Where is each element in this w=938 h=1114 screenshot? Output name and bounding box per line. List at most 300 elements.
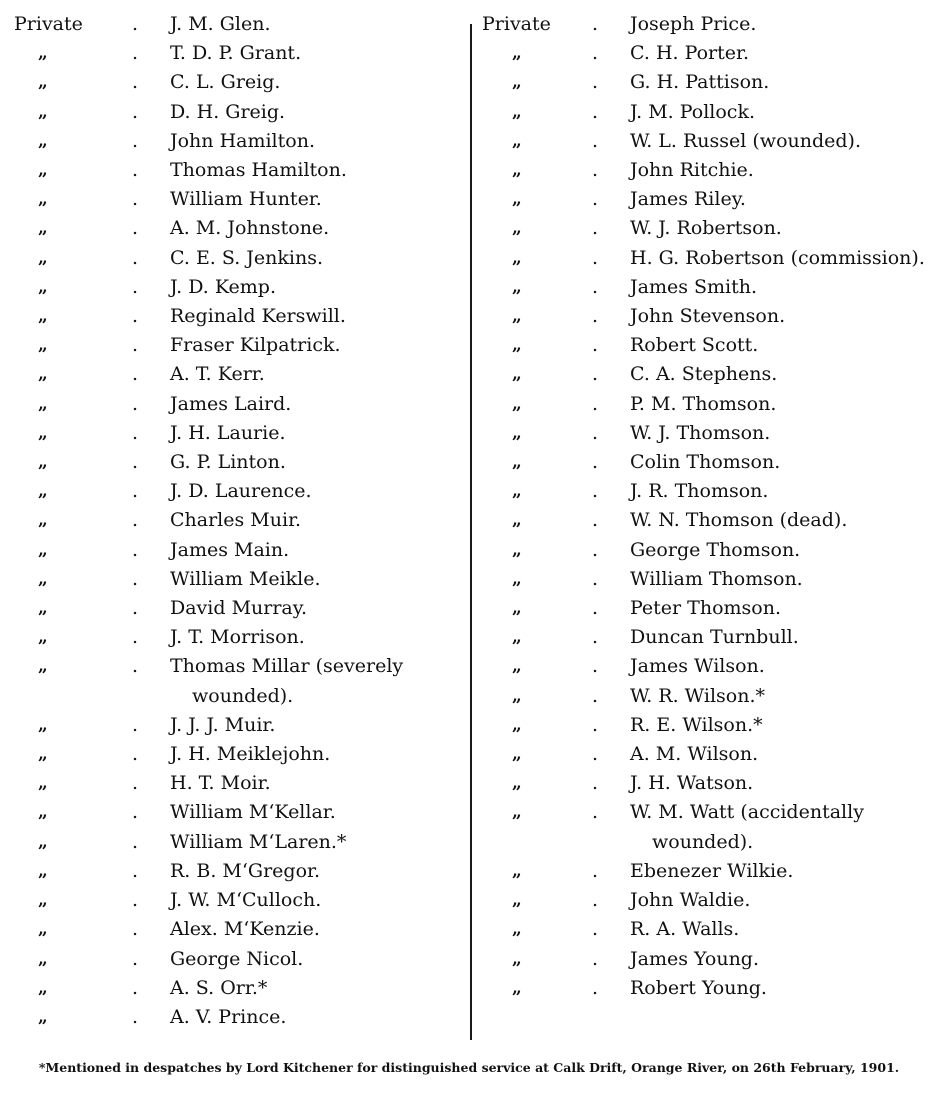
leader-dot: . xyxy=(132,451,139,474)
rank-label: „ xyxy=(38,744,48,765)
rank-label: „ xyxy=(38,598,48,619)
soldier-name-text: H. T. Moir. xyxy=(170,772,271,795)
leader-dot: . xyxy=(132,13,139,35)
soldier-name xyxy=(132,127,466,156)
leader-dot: . xyxy=(592,976,599,999)
roster-entry xyxy=(14,594,466,623)
soldier-name-text: Thomas Millar (severely wounded). xyxy=(170,655,404,707)
leader-dot: . xyxy=(132,597,139,620)
rank-label: „ xyxy=(38,568,48,589)
rank-label: „ xyxy=(512,247,522,268)
soldier-name-text: William Meikle. xyxy=(170,567,321,590)
roster-entry xyxy=(482,565,928,594)
leader-dot: . xyxy=(592,859,599,882)
soldier-name xyxy=(132,594,466,623)
roster-entry xyxy=(482,769,928,798)
soldier-name-text: Robert Scott. xyxy=(630,334,759,357)
leader-dot: . xyxy=(592,801,599,824)
leader-dot: . xyxy=(592,713,599,736)
leader-dot: . xyxy=(592,509,599,532)
leader-dot: . xyxy=(592,159,599,182)
soldier-name-text: A. T. Kerr. xyxy=(170,363,265,386)
rank-label: „ xyxy=(512,160,522,181)
leader-dot: . xyxy=(592,334,599,357)
leader-dot: . xyxy=(592,567,599,590)
leader-dot: . xyxy=(132,713,139,736)
soldier-name xyxy=(132,945,466,974)
soldier-name-text: George Nicol. xyxy=(170,947,304,970)
roster-entry xyxy=(14,39,466,68)
rank-label: „ xyxy=(512,656,522,677)
soldier-name-text: Joseph Price. xyxy=(630,13,757,35)
soldier-name xyxy=(132,623,466,652)
rank-label: „ xyxy=(38,890,48,911)
leader-dot: . xyxy=(132,100,139,123)
rank-label: „ xyxy=(512,977,522,998)
roster-entry xyxy=(482,652,928,681)
roster-entry xyxy=(14,857,466,886)
rank-label: „ xyxy=(512,43,522,64)
soldier-name-text: William Thomson. xyxy=(630,567,803,590)
soldier-name xyxy=(592,156,928,185)
leader-dot: . xyxy=(592,246,599,269)
soldier-name-text: D. H. Greig. xyxy=(170,100,286,123)
leader-dot: . xyxy=(592,947,599,970)
roster-entry xyxy=(14,769,466,798)
leader-dot: . xyxy=(592,889,599,912)
roster-entry xyxy=(14,565,466,594)
soldier-name xyxy=(592,244,928,273)
soldier-name xyxy=(132,857,466,886)
soldier-name xyxy=(132,506,466,535)
soldier-name xyxy=(132,156,466,185)
roster-entry xyxy=(14,10,466,39)
rank-label: „ xyxy=(38,160,48,181)
roster-entry xyxy=(482,623,928,652)
rank-label: „ xyxy=(38,247,48,268)
soldier-name xyxy=(592,68,928,97)
rank-label: „ xyxy=(512,481,522,502)
leader-dot: . xyxy=(132,217,139,240)
soldier-name-text: R. A. Walls. xyxy=(630,918,740,941)
soldier-name xyxy=(592,419,928,448)
leader-dot: . xyxy=(132,976,139,999)
soldier-name-text: C. E. S. Jenkins. xyxy=(170,246,324,269)
leader-dot: . xyxy=(132,246,139,269)
soldier-name xyxy=(132,536,466,565)
rank-label: „ xyxy=(512,744,522,765)
rank-label: „ xyxy=(512,452,522,473)
soldier-name-text: William Hunter. xyxy=(170,188,322,211)
leader-dot: . xyxy=(592,480,599,503)
roster-entry xyxy=(482,536,928,565)
soldier-name-text: Ebenezer Wilkie. xyxy=(630,859,794,882)
soldier-name xyxy=(132,1003,466,1032)
roster-entry xyxy=(482,594,928,623)
soldier-name xyxy=(132,886,466,915)
roster-entry xyxy=(14,652,466,710)
rank-label: „ xyxy=(512,130,522,151)
roster-entry xyxy=(482,974,928,1003)
roster-entry xyxy=(14,156,466,185)
soldier-name-text: Duncan Turnbull. xyxy=(630,626,799,649)
soldier-name xyxy=(592,915,928,944)
roster-entry xyxy=(14,360,466,389)
rank-label: „ xyxy=(512,510,522,531)
soldier-name-text: W. R. Wilson.* xyxy=(630,684,765,707)
soldier-name xyxy=(132,302,466,331)
roster-entry xyxy=(14,711,466,740)
roster-entry xyxy=(482,711,928,740)
soldier-name-text: J. J. J. Muir. xyxy=(170,713,276,736)
soldier-name-text: Fraser Kilpatrick. xyxy=(170,334,341,357)
leader-dot: . xyxy=(592,421,599,444)
rank-label: „ xyxy=(512,393,522,414)
leader-dot: . xyxy=(132,480,139,503)
leader-dot: . xyxy=(132,947,139,970)
rank-label: „ xyxy=(512,539,522,560)
soldier-name xyxy=(592,536,928,565)
rank-label: „ xyxy=(512,101,522,122)
soldier-name xyxy=(132,915,466,944)
soldier-name-text: C. L. Greig. xyxy=(170,71,281,94)
soldier-name xyxy=(592,98,928,127)
leader-dot: . xyxy=(132,275,139,298)
rank-label: „ xyxy=(512,189,522,210)
roster-entry xyxy=(14,390,466,419)
roster-entry xyxy=(482,915,928,944)
soldier-name xyxy=(592,974,928,1003)
soldier-name xyxy=(592,185,928,214)
leader-dot: . xyxy=(592,743,599,766)
roster-entry xyxy=(482,214,928,243)
soldier-name-text: R. B. M‘Gregor. xyxy=(170,859,321,882)
soldier-name xyxy=(592,565,928,594)
soldier-name xyxy=(592,798,928,856)
soldier-name-text: A. S. Orr.* xyxy=(170,976,268,999)
rank-label: „ xyxy=(512,860,522,881)
soldier-name xyxy=(592,623,928,652)
rank-label: „ xyxy=(38,714,48,735)
soldier-name-text: Reginald Kerswill. xyxy=(170,305,346,328)
rank-label: „ xyxy=(512,218,522,239)
rank-label: „ xyxy=(38,218,48,239)
soldier-name xyxy=(592,390,928,419)
leader-dot: . xyxy=(592,42,599,65)
soldier-name-text: P. M. Thomson. xyxy=(630,392,777,415)
soldier-name xyxy=(592,740,928,769)
roster-entry xyxy=(482,448,928,477)
soldier-name xyxy=(132,360,466,389)
leader-dot: . xyxy=(592,71,599,94)
soldier-name-text: C. H. Porter. xyxy=(630,42,750,65)
rank-label: „ xyxy=(38,919,48,940)
roster-entry xyxy=(14,536,466,565)
roster-entry xyxy=(482,39,928,68)
soldier-name xyxy=(132,477,466,506)
rank-label: „ xyxy=(38,276,48,297)
soldier-name xyxy=(592,448,928,477)
roster-entry xyxy=(482,945,928,974)
soldier-name-text: J. H. Laurie. xyxy=(170,421,286,444)
soldier-name-text: Thomas Hamilton. xyxy=(170,159,347,182)
soldier-name-text: J. D. Kemp. xyxy=(170,275,277,298)
soldier-name-text: J. W. M‘Culloch. xyxy=(170,889,322,912)
leader-dot: . xyxy=(132,626,139,649)
roster-entry xyxy=(482,331,928,360)
leader-dot: . xyxy=(592,275,599,298)
roster-entry xyxy=(14,740,466,769)
soldier-name-text: Robert Young. xyxy=(630,976,767,999)
soldier-name xyxy=(132,244,466,273)
soldier-name xyxy=(592,302,928,331)
soldier-name-text: J. H. Watson. xyxy=(630,772,754,795)
soldier-name-text: Colin Thomson. xyxy=(630,451,781,474)
roster-column-left xyxy=(14,10,466,1032)
soldier-name-text: W. M. Watt (accidentally wounded). xyxy=(630,801,864,853)
soldier-name-text: Peter Thomson. xyxy=(630,597,782,620)
leader-dot: . xyxy=(132,421,139,444)
rank-label: „ xyxy=(38,977,48,998)
leader-dot: . xyxy=(132,509,139,532)
soldier-name xyxy=(592,39,928,68)
leader-dot: . xyxy=(592,684,599,707)
soldier-name-text: A. M. Johnstone. xyxy=(170,217,330,240)
soldier-name-text: J. R. Thomson. xyxy=(630,480,769,503)
soldier-name xyxy=(592,594,928,623)
rank-label: „ xyxy=(512,627,522,648)
soldier-name xyxy=(132,68,466,97)
leader-dot: . xyxy=(132,538,139,561)
soldier-name-text: John Stevenson. xyxy=(630,305,786,328)
roster-entry xyxy=(482,302,928,331)
soldier-name xyxy=(132,98,466,127)
roster-entry xyxy=(482,185,928,214)
roster-entry xyxy=(482,68,928,97)
rank-label: „ xyxy=(512,714,522,735)
soldier-name-text: James Riley. xyxy=(630,188,746,211)
roster-entry xyxy=(14,974,466,1003)
soldier-name xyxy=(592,711,928,740)
soldier-name-text: James Main. xyxy=(170,538,290,561)
roster-entry xyxy=(482,419,928,448)
roster-entry xyxy=(482,98,928,127)
soldier-name-text: J. M. Glen. xyxy=(170,13,271,35)
leader-dot: . xyxy=(592,100,599,123)
leader-dot: . xyxy=(132,188,139,211)
rank-label: „ xyxy=(38,422,48,443)
soldier-name-text: David Murray. xyxy=(170,597,308,620)
roster-entry xyxy=(14,623,466,652)
leader-dot: . xyxy=(592,451,599,474)
leader-dot: . xyxy=(132,918,139,941)
leader-dot: . xyxy=(132,567,139,590)
soldier-name xyxy=(592,682,928,711)
soldier-name-text: John Ritchie. xyxy=(630,159,754,182)
leader-dot: . xyxy=(132,159,139,182)
soldier-name xyxy=(592,769,928,798)
soldier-name xyxy=(132,273,466,302)
soldier-name-text: Alex. M‘Kenzie. xyxy=(170,918,320,941)
rank-label: „ xyxy=(38,335,48,356)
soldier-name-text: W. N. Thomson (dead). xyxy=(630,509,848,532)
roster-entry xyxy=(482,127,928,156)
roster-entry xyxy=(14,98,466,127)
soldier-name xyxy=(132,740,466,769)
soldier-name-text: William M‘Laren.* xyxy=(170,830,347,853)
soldier-name xyxy=(592,477,928,506)
soldier-name-text: William M‘Kellar. xyxy=(170,801,336,824)
soldier-name-text: T. D. P. Grant. xyxy=(170,42,302,65)
rank-label: „ xyxy=(512,598,522,619)
leader-dot: . xyxy=(592,188,599,211)
rank-label: „ xyxy=(38,393,48,414)
soldier-name-text: R. E. Wilson.* xyxy=(630,713,763,736)
leader-dot: . xyxy=(592,626,599,649)
rank-label: „ xyxy=(38,306,48,327)
roster-entry xyxy=(482,857,928,886)
rank-label: „ xyxy=(512,948,522,969)
roster-column-right xyxy=(482,10,928,1003)
soldier-name xyxy=(132,798,466,827)
soldier-name xyxy=(592,506,928,535)
roster-entry xyxy=(482,740,928,769)
soldier-name-text: A. V. Prince. xyxy=(170,1005,287,1028)
leader-dot: . xyxy=(132,129,139,152)
leader-dot: . xyxy=(132,42,139,65)
rank-label: „ xyxy=(512,422,522,443)
soldier-name xyxy=(132,652,466,710)
roster-entry xyxy=(482,798,928,856)
leader-dot: . xyxy=(132,801,139,824)
soldier-name xyxy=(132,185,466,214)
soldier-name-text: C. A. Stephens. xyxy=(630,363,778,386)
leader-dot: . xyxy=(132,71,139,94)
roster-entry xyxy=(14,302,466,331)
roster-entry xyxy=(14,331,466,360)
leader-dot: . xyxy=(132,772,139,795)
roster-entry xyxy=(14,68,466,97)
leader-dot: . xyxy=(132,859,139,882)
soldier-name-text: James Wilson. xyxy=(630,655,765,678)
roster-entry xyxy=(14,828,466,857)
roster-entry xyxy=(482,506,928,535)
soldier-name xyxy=(592,273,928,302)
roster-entry xyxy=(482,156,928,185)
roster-entry xyxy=(482,10,928,39)
roster-entry xyxy=(14,915,466,944)
soldier-name-text: James Young. xyxy=(630,947,760,970)
soldier-name-text: J. T. Morrison. xyxy=(170,626,305,649)
soldier-name xyxy=(132,974,466,1003)
leader-dot: . xyxy=(132,392,139,415)
leader-dot: . xyxy=(132,334,139,357)
roster-entry xyxy=(14,886,466,915)
rank-label: „ xyxy=(512,568,522,589)
column-divider xyxy=(470,24,472,1040)
rank-label: „ xyxy=(38,1006,48,1027)
rank-label: „ xyxy=(38,189,48,210)
roster-entry xyxy=(14,419,466,448)
roster-entry xyxy=(14,185,466,214)
soldier-name xyxy=(592,886,928,915)
roster-entry xyxy=(14,506,466,535)
leader-dot: . xyxy=(592,655,599,678)
leader-dot: . xyxy=(132,655,139,678)
rank-label: „ xyxy=(38,130,48,151)
rank-label: „ xyxy=(512,890,522,911)
footnote: *Mentioned in despatches by Lord Kitchener for distinguished service at Calk Drift, Orange River, on 26th February, 1901. xyxy=(38,1060,900,1075)
rank-label: „ xyxy=(38,802,48,823)
leader-dot: . xyxy=(132,889,139,912)
leader-dot: . xyxy=(132,363,139,386)
leader-dot: . xyxy=(592,13,599,35)
soldier-name-text: James Smith. xyxy=(630,275,758,298)
roster-entry xyxy=(14,244,466,273)
roster-entry xyxy=(14,945,466,974)
soldier-name-text: J. D. Laurence. xyxy=(170,480,312,503)
leader-dot: . xyxy=(132,1005,139,1028)
rank-label: „ xyxy=(512,335,522,356)
leader-dot: . xyxy=(592,918,599,941)
leader-dot: . xyxy=(592,217,599,240)
soldier-name-text: Charles Muir. xyxy=(170,509,302,532)
soldier-name xyxy=(132,10,466,39)
leader-dot: . xyxy=(592,129,599,152)
leader-dot: . xyxy=(592,305,599,328)
roster-entry xyxy=(482,682,928,711)
roster-entry xyxy=(14,127,466,156)
soldier-name-text: George Thomson. xyxy=(630,538,801,561)
roster-entry xyxy=(482,886,928,915)
soldier-name xyxy=(592,127,928,156)
soldier-name xyxy=(132,214,466,243)
soldier-name-text: G. P. Linton. xyxy=(170,451,286,474)
leader-dot: . xyxy=(592,597,599,620)
rank-label: „ xyxy=(38,364,48,385)
rank-label: „ xyxy=(512,802,522,823)
rank-label: „ xyxy=(38,773,48,794)
rank-label: „ xyxy=(38,656,48,677)
rank-label: „ xyxy=(38,101,48,122)
soldier-name xyxy=(132,828,466,857)
soldier-name xyxy=(132,39,466,68)
soldier-name-text: A. M. Wilson. xyxy=(630,743,759,766)
soldier-name-text: W. L. Russel (wounded). xyxy=(630,129,861,152)
rank-label: „ xyxy=(38,452,48,473)
roster-entry xyxy=(14,477,466,506)
rank-label: „ xyxy=(512,72,522,93)
soldier-name-text: W. J. Thomson. xyxy=(630,421,771,444)
soldier-name xyxy=(132,448,466,477)
soldier-name xyxy=(132,390,466,419)
rank-label: „ xyxy=(512,306,522,327)
roster-entry xyxy=(14,448,466,477)
rank-label: „ xyxy=(38,948,48,969)
rank-label: Private xyxy=(482,13,551,35)
soldier-name-text: John Waldie. xyxy=(630,889,751,912)
leader-dot: . xyxy=(132,305,139,328)
soldier-name xyxy=(132,711,466,740)
rank-label: „ xyxy=(38,510,48,531)
rank-label: Private xyxy=(14,13,83,35)
soldier-name xyxy=(592,360,928,389)
roster-entry xyxy=(14,798,466,827)
roster-entry xyxy=(482,244,928,273)
soldier-name xyxy=(592,857,928,886)
soldier-name xyxy=(132,419,466,448)
soldier-name-text: J. H. Meiklejohn. xyxy=(170,743,331,766)
